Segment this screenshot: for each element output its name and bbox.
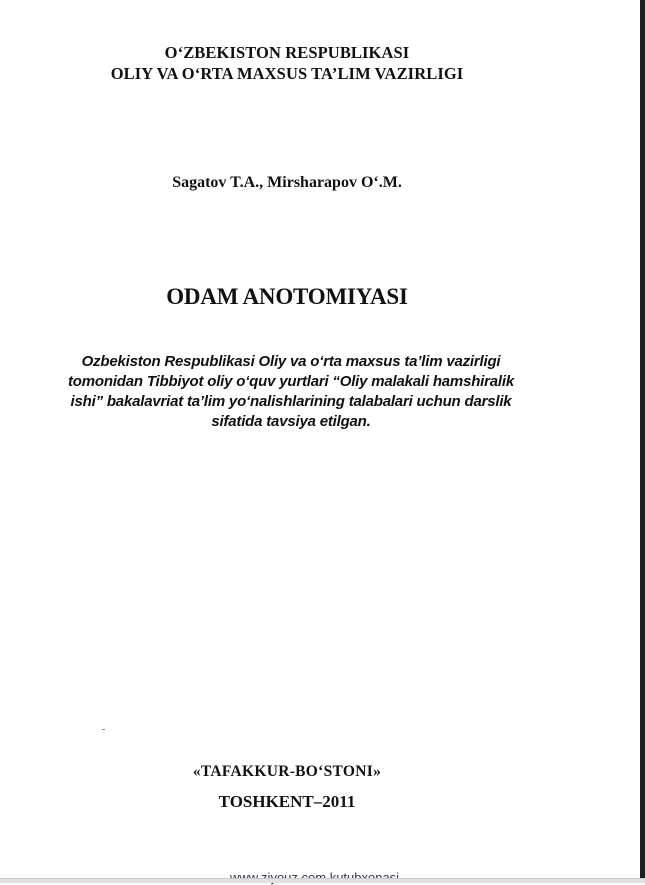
authors: Sagatov T.A., Mirsharapov O‘.M.: [172, 174, 402, 191]
description-line-1: Ozbekiston Respublikasi Oliy va o‘rta maxsus ta’lim vazirligi: [81, 353, 501, 370]
city-year: TOSHKENT–2011: [218, 792, 356, 811]
ministry-header: [0, 42, 574, 84]
ministry-line-2: OLIY VA O‘RTA MAXSUS TA’LIM VAZIRLIGI: [110, 64, 464, 83]
viewer-bottom-strip: [0, 878, 645, 883]
approval-description: [36, 352, 546, 432]
description-line-4: sifatida tavsiya etilgan.: [211, 413, 371, 430]
description-line-3: ishi” bakalavriat ta’lim yo‘nalishlarining talabalari uchun darslik: [70, 393, 512, 410]
description-line-2: tomonidan Tibbiyot oliy o‘quv yurtlari “Oliy malakali hamshiralik: [68, 373, 514, 390]
book-title: ODAM ANOTOMIYASI: [166, 284, 408, 309]
page-right-edge: [640, 0, 645, 878]
scan-speck: [102, 729, 105, 730]
publisher: «TAFAKKUR-BO‘STONI»: [192, 763, 382, 780]
ministry-line-1: O‘ZBEKISTON RESPUBLIKASI: [164, 43, 410, 62]
footer-watermark: [230, 871, 410, 878]
